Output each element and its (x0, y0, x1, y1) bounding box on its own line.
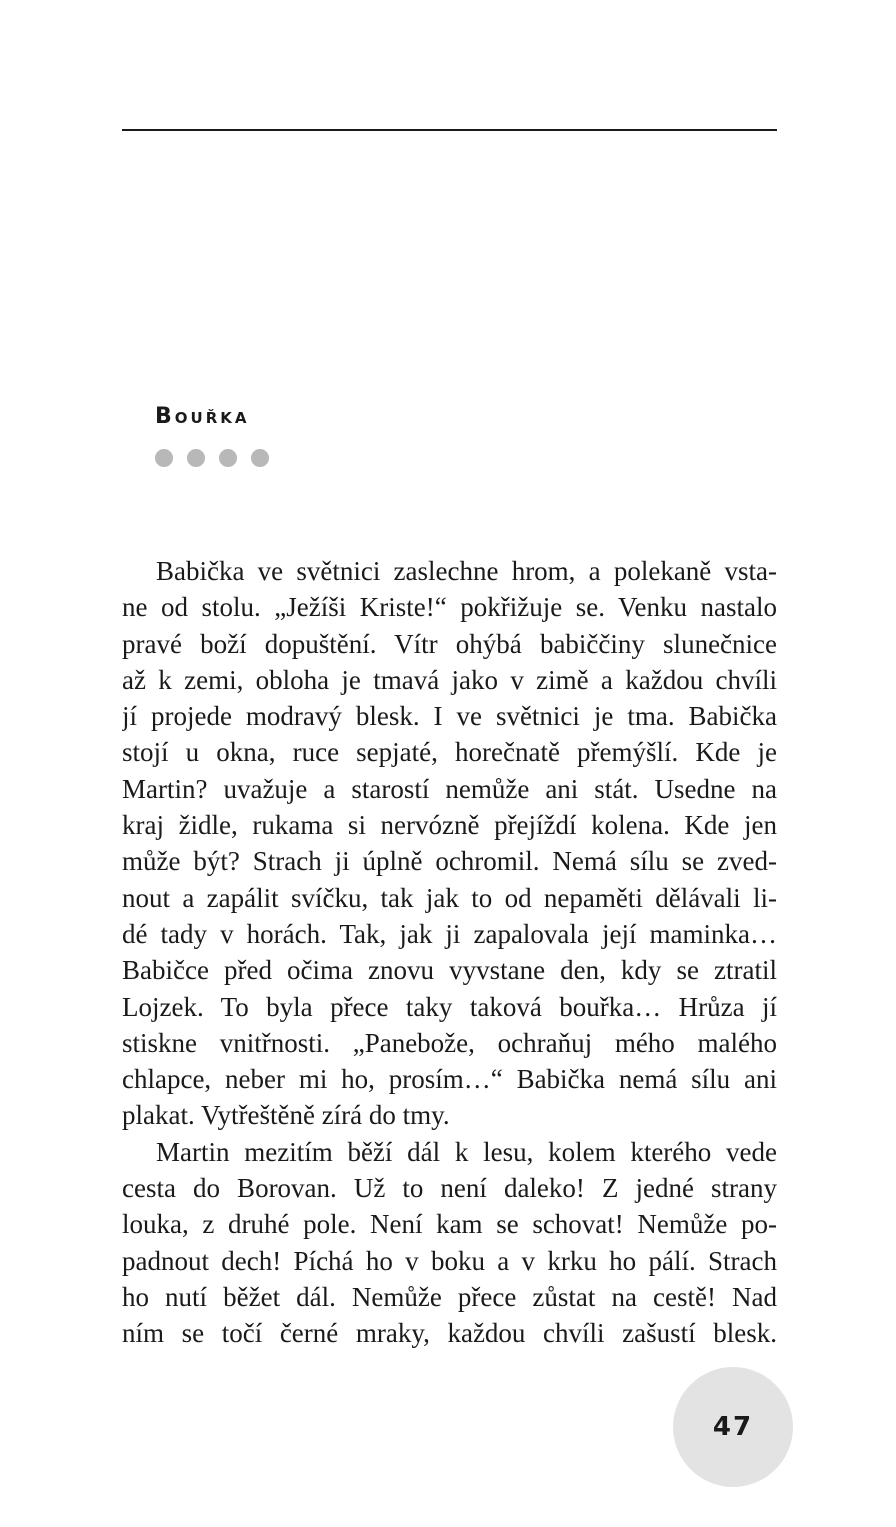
paragraph (122, 553, 777, 1134)
body-text (122, 553, 777, 1352)
text-line: pravé boží dopuštění. Vítr ohýbá babiččiny slunečnice (122, 628, 777, 659)
text-line: až k zemi, obloha je tmavá jako v zimě a každou chvíli (122, 664, 777, 695)
text-line: ho nutí běžet dál. Nemůže přece zůstat na cestě! Nad (122, 1281, 777, 1312)
text-line: louka, z druhé pole. Není kam se schovat! Nemůže po- (122, 1209, 777, 1240)
text-line: dé tady v horách. Tak, jak ji zapalovala její maminka… (122, 918, 777, 949)
text-line: kraj židle, rukama si nervózně přejíždí kolena. Kde jen (122, 810, 777, 841)
chapter-title-ornament (155, 449, 269, 467)
text-line: může být? Strach ji úplně ochromil. Nemá sílu se zved- (122, 846, 777, 877)
text-line: stojí u okna, ruce sepjaté, horečnatě přemýšlí. Kde je (122, 737, 777, 768)
text-line: Babička ve světnici zaslechne hrom, a polekaně vsta- (156, 556, 777, 586)
text-line: stiskne vnitřnosti. „Panebože, ochraňuj mého malého (122, 1027, 777, 1058)
page-number-badge (673, 1367, 793, 1487)
header-rule (122, 129, 777, 131)
text-line: Martin? uvažuje a starostí nemůže ani stát. Usedne na (122, 773, 777, 804)
text-line: jí projede modravý blesk. I ve světnici je tma. Babička (122, 701, 777, 732)
ornament-dot (187, 449, 205, 467)
ornament-dot (219, 449, 237, 467)
text-line: cesta do Borovan. Už to není daleko! Z jedné strany (122, 1173, 777, 1204)
text-line: chlapce, neber mi ho, prosím…“ Babička nemá sílu ani (122, 1064, 777, 1095)
text-line: padnout dech! Píchá ho v boku a v krku ho pálí. Strach (122, 1245, 777, 1276)
page-number: 47 (712, 1412, 754, 1442)
text-line: ne od stolu. „Ježíši Kriste!“ pokřižuje se. Venku nastalo (122, 592, 777, 623)
text-line: Lojzek. To byla přece taky taková bouřka… Hrůza jí (122, 991, 777, 1022)
text-line: nout a zapálit svíčku, tak jak to od nepaměti dělávali li- (122, 882, 777, 913)
text-line: ním se točí černé mraky, každou chvíli zašustí blesk. (122, 1318, 777, 1349)
ornament-dot (251, 449, 269, 467)
text-line: Babičce před očima znovu vyvstane den, kdy se ztratil (122, 955, 777, 986)
ornament-dot (155, 449, 173, 467)
paragraph (122, 1134, 777, 1352)
chapter-title: Bouřka (155, 404, 250, 429)
text-line: Martin mezitím běží dál k lesu, kolem kterého vede (156, 1136, 777, 1167)
text-line: plakat. Vytřeštěně zírá do tmy. (122, 1100, 450, 1131)
